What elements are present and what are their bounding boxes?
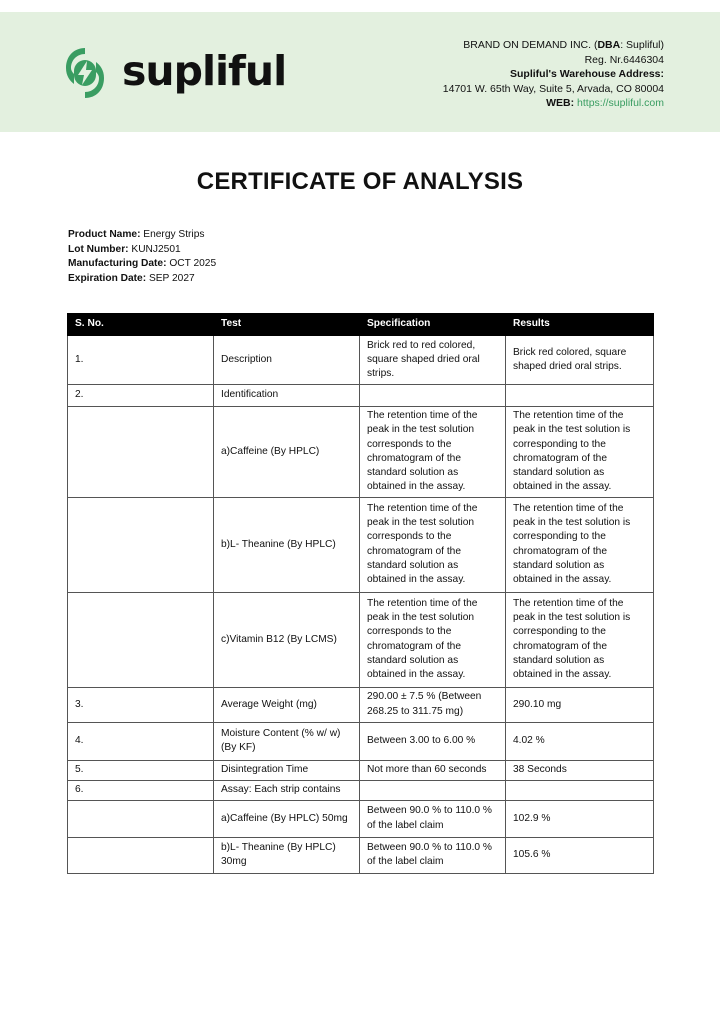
table-row	[68, 780, 654, 800]
cell-result: The retention time of the peak in the test solution is corresponding to the chromatogram of the standard solution as obtained in the assay.	[506, 407, 654, 498]
cell-spec: Not more than 60 seconds	[360, 760, 506, 780]
header-sno: S. No.	[68, 314, 214, 336]
cell-spec	[360, 780, 506, 800]
cell-sno: 6.	[68, 780, 214, 800]
manufacturing-date: Manufacturing Date: OCT 2025	[68, 258, 217, 270]
cell-test: Average Weight (mg)	[214, 687, 360, 722]
cell-spec: Between 90.0 % to 110.0 % of the label claim	[360, 800, 506, 837]
cell-sno: 3.	[68, 687, 214, 722]
cell-result: 105.6 %	[506, 837, 654, 873]
table-row	[68, 760, 654, 780]
table-row	[68, 722, 654, 760]
header-results: Results	[506, 314, 654, 336]
cell-spec: The retention time of the peak in the test solution corresponds to the chromatogram of the standard solution as obtained in the assay.	[360, 592, 506, 687]
cell-test: c)Vitamin B12 (By LCMS)	[214, 592, 360, 687]
cell-spec: The retention time of the peak in the test solution corresponds to the chromatogram of the standard solution as obtained in the assay.	[360, 407, 506, 498]
cell-result: Brick red colored, square shaped dried oral strips.	[506, 336, 654, 385]
product-name: Product Name: Energy Strips	[68, 229, 205, 240]
cell-spec: 290.00 ± 7.5 % (Between 268.25 to 311.75 mg)	[360, 687, 506, 722]
web-line: WEB: https://supliful.com	[546, 97, 664, 110]
cell-spec	[360, 385, 506, 407]
analysis-table	[67, 313, 654, 874]
cell-sno	[68, 592, 214, 687]
table-row	[68, 497, 654, 592]
cell-sno	[68, 837, 214, 873]
table-row	[68, 407, 654, 498]
cell-sno	[68, 407, 214, 498]
document-title: CERTIFICATE OF ANALYSIS	[196, 168, 524, 195]
cell-test: Moisture Content (% w/ w)(By KF)	[214, 722, 360, 760]
logo-wordmark: supliful	[122, 46, 287, 95]
table-row	[68, 336, 654, 385]
cell-sno: 5.	[68, 760, 214, 780]
cell-sno	[68, 800, 214, 837]
table-header-row	[68, 314, 654, 336]
header-test: Test	[214, 314, 360, 336]
cell-sno: 4.	[68, 722, 214, 760]
table-row	[68, 385, 654, 407]
header-specification: Specification	[360, 314, 506, 336]
cell-result: The retention time of the peak in the test solution is corresponding to the chromatogram of the standard solution as obtained in the assay.	[506, 497, 654, 592]
registration-number: Reg. Nr.6446304	[584, 53, 664, 66]
cell-result	[506, 385, 654, 407]
cell-spec: Between 90.0 % to 110.0 % of the label claim	[360, 837, 506, 873]
cell-result: 102.9 %	[506, 800, 654, 837]
table-row	[68, 837, 654, 873]
website-link[interactable]: https://supliful.com	[577, 97, 664, 110]
table-row	[68, 687, 654, 722]
cell-sno: 2.	[68, 385, 214, 407]
company-name-line: BRAND ON DEMAND INC. (DBA: Supliful)	[463, 39, 664, 51]
lot-number: Lot Number: KUNJ2501	[68, 243, 181, 255]
cell-spec: Between 3.00 to 6.00 %	[360, 722, 506, 760]
warehouse-address: 14701 W. 65th Way, Suite 5, Arvada, CO 80004	[442, 82, 664, 95]
cell-result: The retention time of the peak in the test solution is corresponding to the chromatogram of the standard solution as obtained in the assay.	[506, 592, 654, 687]
cell-test: a)Caffeine (By HPLC) 50mg	[214, 800, 360, 837]
supliful-logo	[64, 46, 286, 100]
cell-test: Disintegration Time	[214, 760, 360, 780]
cell-result: 4.02 %	[506, 722, 654, 760]
warehouse-label: Supliful's Warehouse Address:	[510, 68, 664, 81]
lightning-bolt-icon	[64, 46, 106, 100]
cell-test: a)Caffeine (By HPLC)	[214, 407, 360, 498]
cell-test: b)L- Theanine (By HPLC)	[214, 497, 360, 592]
cell-sno	[68, 497, 214, 592]
cell-result: 38 Seconds	[506, 760, 654, 780]
cell-result	[506, 780, 654, 800]
table-row	[68, 800, 654, 837]
cell-spec: The retention time of the peak in the test solution corresponds to the chromatogram of the standard solution as obtained in the assay.	[360, 497, 506, 592]
cell-spec: Brick red to red colored, square shaped dried oral strips.	[360, 336, 506, 385]
cell-sno: 1.	[68, 336, 214, 385]
cell-result: 290.10 mg	[506, 687, 654, 722]
company-info	[443, 38, 664, 111]
product-info	[68, 228, 216, 286]
expiration-date: Expiration Date: SEP 2027	[68, 272, 195, 284]
table-row	[68, 592, 654, 687]
cell-test: Identification	[214, 385, 360, 407]
cell-test: b)L- Theanine (By HPLC) 30mg	[214, 837, 360, 873]
cell-test: Description	[214, 336, 360, 385]
cell-test: Assay: Each strip contains	[214, 780, 360, 800]
